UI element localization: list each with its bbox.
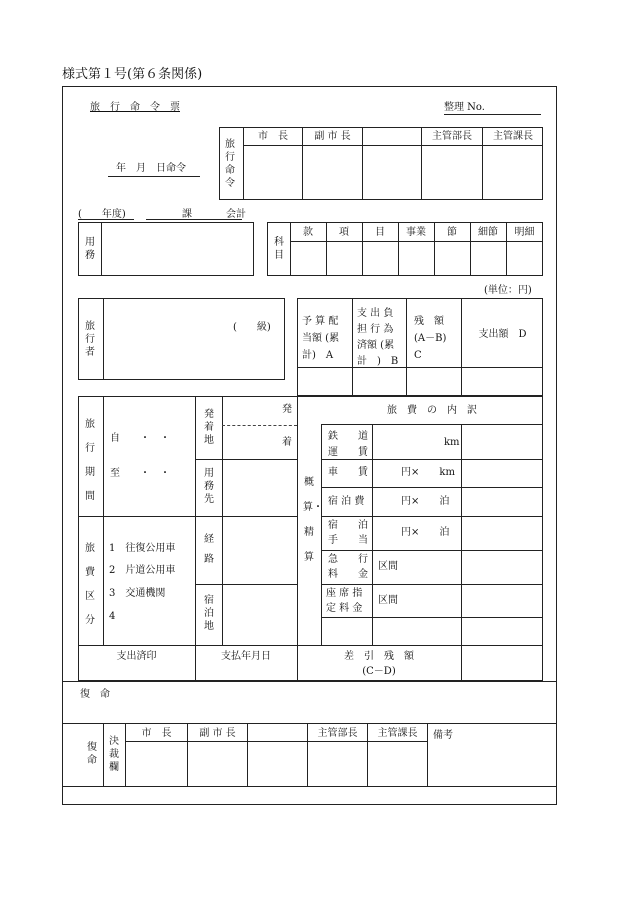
budget-a: 予 算 配 当額 (累計) A [302,316,340,361]
balance-formula: (C－D) [362,666,396,677]
breakdown-header: 旅 費 の 内 訳 [387,405,477,416]
pay-date-label: 支払年月日 [221,651,271,662]
ticket-name: 旅 行 命 令 票 [90,102,180,113]
budget-d: 支出額 D [478,329,527,340]
departure-arr: 着 [282,437,292,448]
order-date: 年 月 日命令 [116,163,186,174]
breakdown-row-calc: 区間 [378,561,398,572]
subject-col: 細節 [478,227,498,238]
paid-seal-label: 支出済印 [116,651,157,662]
route-label: 経路 [204,534,214,565]
final-approver-vice-mayor: 副 市 長 [199,728,236,739]
approver-mayor: 市 長 [258,131,288,142]
report-row [62,681,557,724]
departure-label: 発着地 [204,409,214,446]
subject-col: 目 [375,227,385,238]
breakdown-row-name: 急 行 料 金 [328,554,368,580]
budget-b: 支 出 負 担 行 為 済額 (累 計 ) B [357,308,399,367]
category-option: 3 交通機関 [109,588,166,599]
subject-label: 科目 [274,237,284,261]
subject-col: 明細 [514,227,535,238]
approver-dept-head: 主管部長 [432,131,472,142]
traveler-grade: ( 級) [233,322,271,333]
category-label: 旅費区分 [85,543,95,626]
notes-label: 備考 [433,730,453,741]
balance-label: 差 引 残 額 [344,651,414,662]
destination-label: 用務先 [204,468,214,505]
report-vertical-label: 復命 [87,742,97,766]
budget-c: 残 額 (A－B) C [414,316,477,361]
subject-col: 項 [339,227,349,238]
fiscal-year: ( 年度) [78,209,126,220]
fiscal-account: 会計 [226,209,246,220]
final-approver-dept-head: 主管部長 [317,728,358,739]
breakdown-row-calc: 円× km [401,467,455,478]
breakdown-row-calc: 円× 泊 [401,527,450,538]
purpose-label: 用務 [85,237,95,261]
period-to: 至 ・ ・ [110,468,170,479]
period-label: 旅行期間 [85,419,95,502]
category-option: 1 往復公用車 [109,543,176,554]
traveler-label: 旅行者 [85,321,95,358]
estimate-label: 概算・精算 [303,477,323,563]
report-label: 復 命 [80,689,110,700]
breakdown-row-name: 鉄 道 運 賃 [328,431,368,458]
form-title: 様式第１号(第６条関係) [62,67,203,82]
order-date-underline [108,176,200,177]
breakdown-row-calc: km [444,437,460,448]
breakdown-row-calc: 円× 泊 [401,496,450,507]
lodging-label: 宿泊地 [204,595,214,632]
breakdown-row-name: 宿 泊 費 [328,496,365,507]
subject-col: 節 [447,227,457,238]
breakdown-row-calc: 区間 [378,595,398,606]
approver-vice-mayor: 副 市 長 [314,131,351,142]
ref-no-underline [444,114,541,115]
category-option: 4 [109,611,116,622]
ref-no-label: 整理 No. [444,102,485,113]
departure-dep: 発 [282,404,292,415]
fiscal-section: 課 [182,209,192,220]
category-option: 2 片道公用車 [109,565,176,576]
order-vertical-label: 旅行命令 [225,139,235,189]
traveler-box [78,298,285,380]
subject-col: 事業 [406,227,426,238]
breakdown-row-name: 座 席 指 定 料 金 [326,588,363,614]
breakdown-row-name: 宿 泊 手 当 [328,520,368,546]
subject-col: 款 [303,227,313,238]
period-from: 自 ・ ・ [110,433,170,444]
approval-label: 決裁欄 [109,736,119,773]
breakdown-row-name: 車 賃 [328,467,368,478]
purpose-box [78,222,254,276]
approver-section-head: 主管課長 [493,131,533,142]
final-approver-section-head: 主管課長 [377,728,418,739]
final-approver-mayor: 市 長 [141,728,172,739]
unit-label: (単位：円) [484,285,532,296]
